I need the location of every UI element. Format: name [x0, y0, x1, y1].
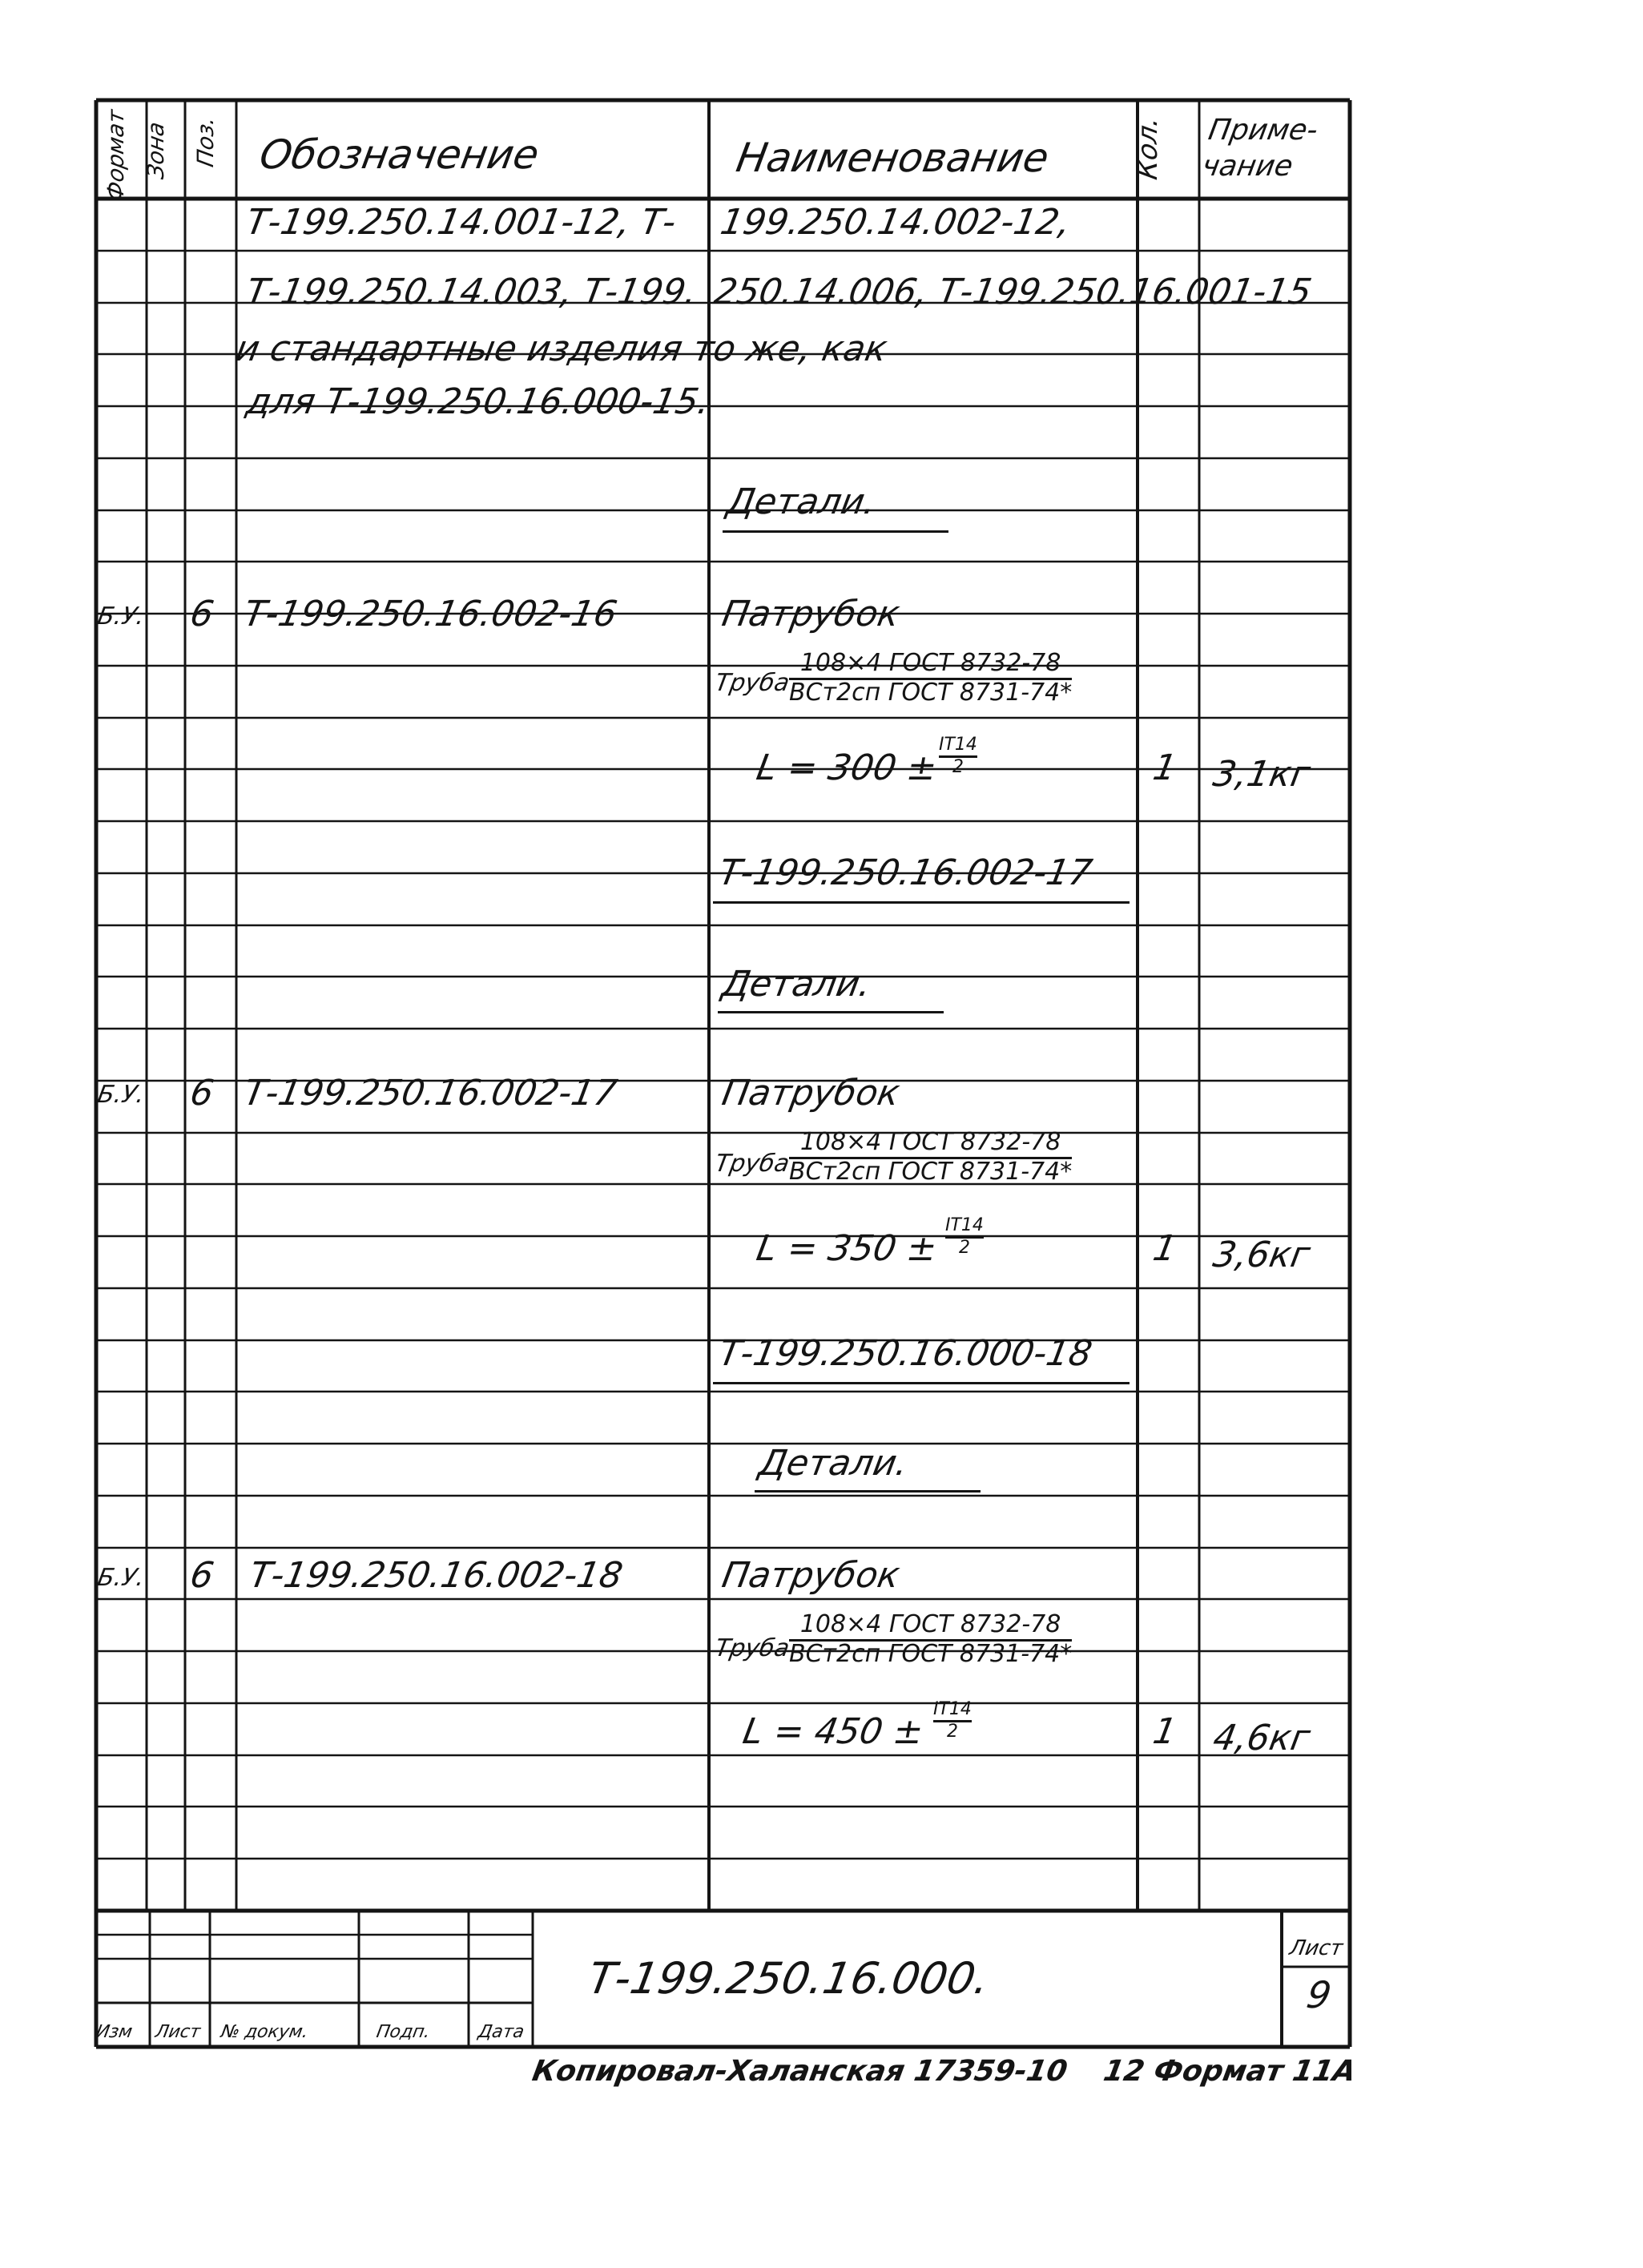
intro-line1-left: Т-199.250.14.001-12, Т-	[243, 202, 679, 243]
tb-izm: Изм	[94, 2022, 135, 2042]
pipe-num-1: 108×4 ГОСТ 8732-78	[789, 651, 1072, 680]
header-name: Наименование	[732, 135, 1053, 181]
footer-copied: Копировал-Халанская 17359-10	[530, 2055, 1070, 2088]
format-1: Б.У.	[95, 602, 147, 630]
header-qty: Кол.	[1132, 114, 1164, 183]
intro-line4: для Т-199.250.16.000-15.	[243, 381, 714, 422]
variant-heading-2: Т-199.250.16.002-17	[715, 852, 1096, 893]
qty-1: 1	[1150, 747, 1180, 788]
pos-1: 6	[187, 594, 217, 634]
pipe-fraction-3	[789, 1612, 1072, 1666]
name-1: Патрубок	[719, 594, 903, 634]
header-pos: Поз.	[192, 115, 219, 169]
pipe-fraction-2	[789, 1130, 1072, 1184]
intro-line3: и стандартные изделия то же, как	[232, 328, 891, 369]
footer-format: 12 Формат 11А	[1101, 2055, 1359, 2088]
tb-date: Дата	[476, 2022, 526, 2042]
name-3: Патрубок	[719, 1555, 903, 1596]
tolerance-2: $\frac{IT14}{2}$	[945, 1215, 984, 1259]
length-1: L = 300 ±	[753, 747, 940, 788]
tb-doc-no: № докум.	[219, 2022, 310, 2042]
pipe-label-3: Труба	[713, 1634, 792, 1662]
note-2: 3,6кг	[1210, 1235, 1314, 1275]
pos-2: 6	[187, 1073, 217, 1114]
intro-line2-left: Т-199.250.14.003, Т-199.	[243, 272, 700, 312]
designation-3: Т-199.250.16.002-18	[246, 1555, 626, 1596]
pipe-label-2: Труба	[713, 1150, 792, 1178]
tolerance-1: $\frac{IT14}{2}$	[939, 735, 977, 778]
pipe-label-1: Труба	[713, 669, 792, 697]
pipe-den-1: ВСт2сп ГОСТ 8731-74*	[789, 678, 1073, 707]
section-title-1: Детали.	[723, 481, 880, 522]
intro-line1-right: 199.250.14.002-12,	[717, 202, 1074, 243]
format-3: Б.У.	[95, 1564, 147, 1592]
header-zone: Зона	[143, 119, 169, 181]
tolerance-3: $\frac{IT14}{2}$	[933, 1699, 972, 1742]
tb-sheet-number: 9	[1303, 1973, 1335, 2016]
pipe-den-3: ВСт2сп ГОСТ 8731-74*	[789, 1639, 1073, 1668]
section-title-2: Детали.	[719, 964, 875, 1005]
pipe-den-2: ВСт2сп ГОСТ 8731-74*	[789, 1157, 1073, 1186]
qty-2: 1	[1150, 1228, 1180, 1269]
header-designation: Обозначение	[256, 131, 543, 178]
format-2: Б.У.	[95, 1081, 147, 1109]
drawing-number: Т-199.250.16.000.	[584, 1953, 993, 2004]
name-2: Патрубок	[719, 1073, 903, 1114]
length-3: L = 450 ±	[739, 1711, 927, 1752]
header-note: Приме- чание	[1199, 114, 1321, 183]
tb-list: Лист	[153, 2022, 203, 2042]
designation-1: Т-199.250.16.002-16	[240, 594, 621, 634]
length-2: L = 350 ±	[753, 1228, 940, 1269]
note-1: 3,1кг	[1210, 754, 1314, 795]
pipe-num-3: 108×4 ГОСТ 8732-78	[789, 1612, 1072, 1642]
intro-line2-right: 250.14.006, Т-199.250.16.001-15	[711, 272, 1315, 312]
note-3: 4,6кг	[1210, 1718, 1314, 1758]
pipe-num-2: 108×4 ГОСТ 8732-78	[789, 1130, 1072, 1159]
header-format: Формат	[103, 107, 129, 203]
pipe-fraction-1	[789, 651, 1072, 705]
qty-3: 1	[1150, 1711, 1180, 1752]
section-title-3: Детали.	[755, 1443, 912, 1484]
tb-sheet-label: Лист	[1287, 1936, 1345, 1960]
pos-3: 6	[187, 1555, 217, 1596]
designation-2: Т-199.250.16.002-17	[240, 1073, 621, 1114]
tb-sign: Подп.	[374, 2022, 432, 2042]
variant-heading-3: Т-199.250.16.000-18	[715, 1333, 1096, 1374]
